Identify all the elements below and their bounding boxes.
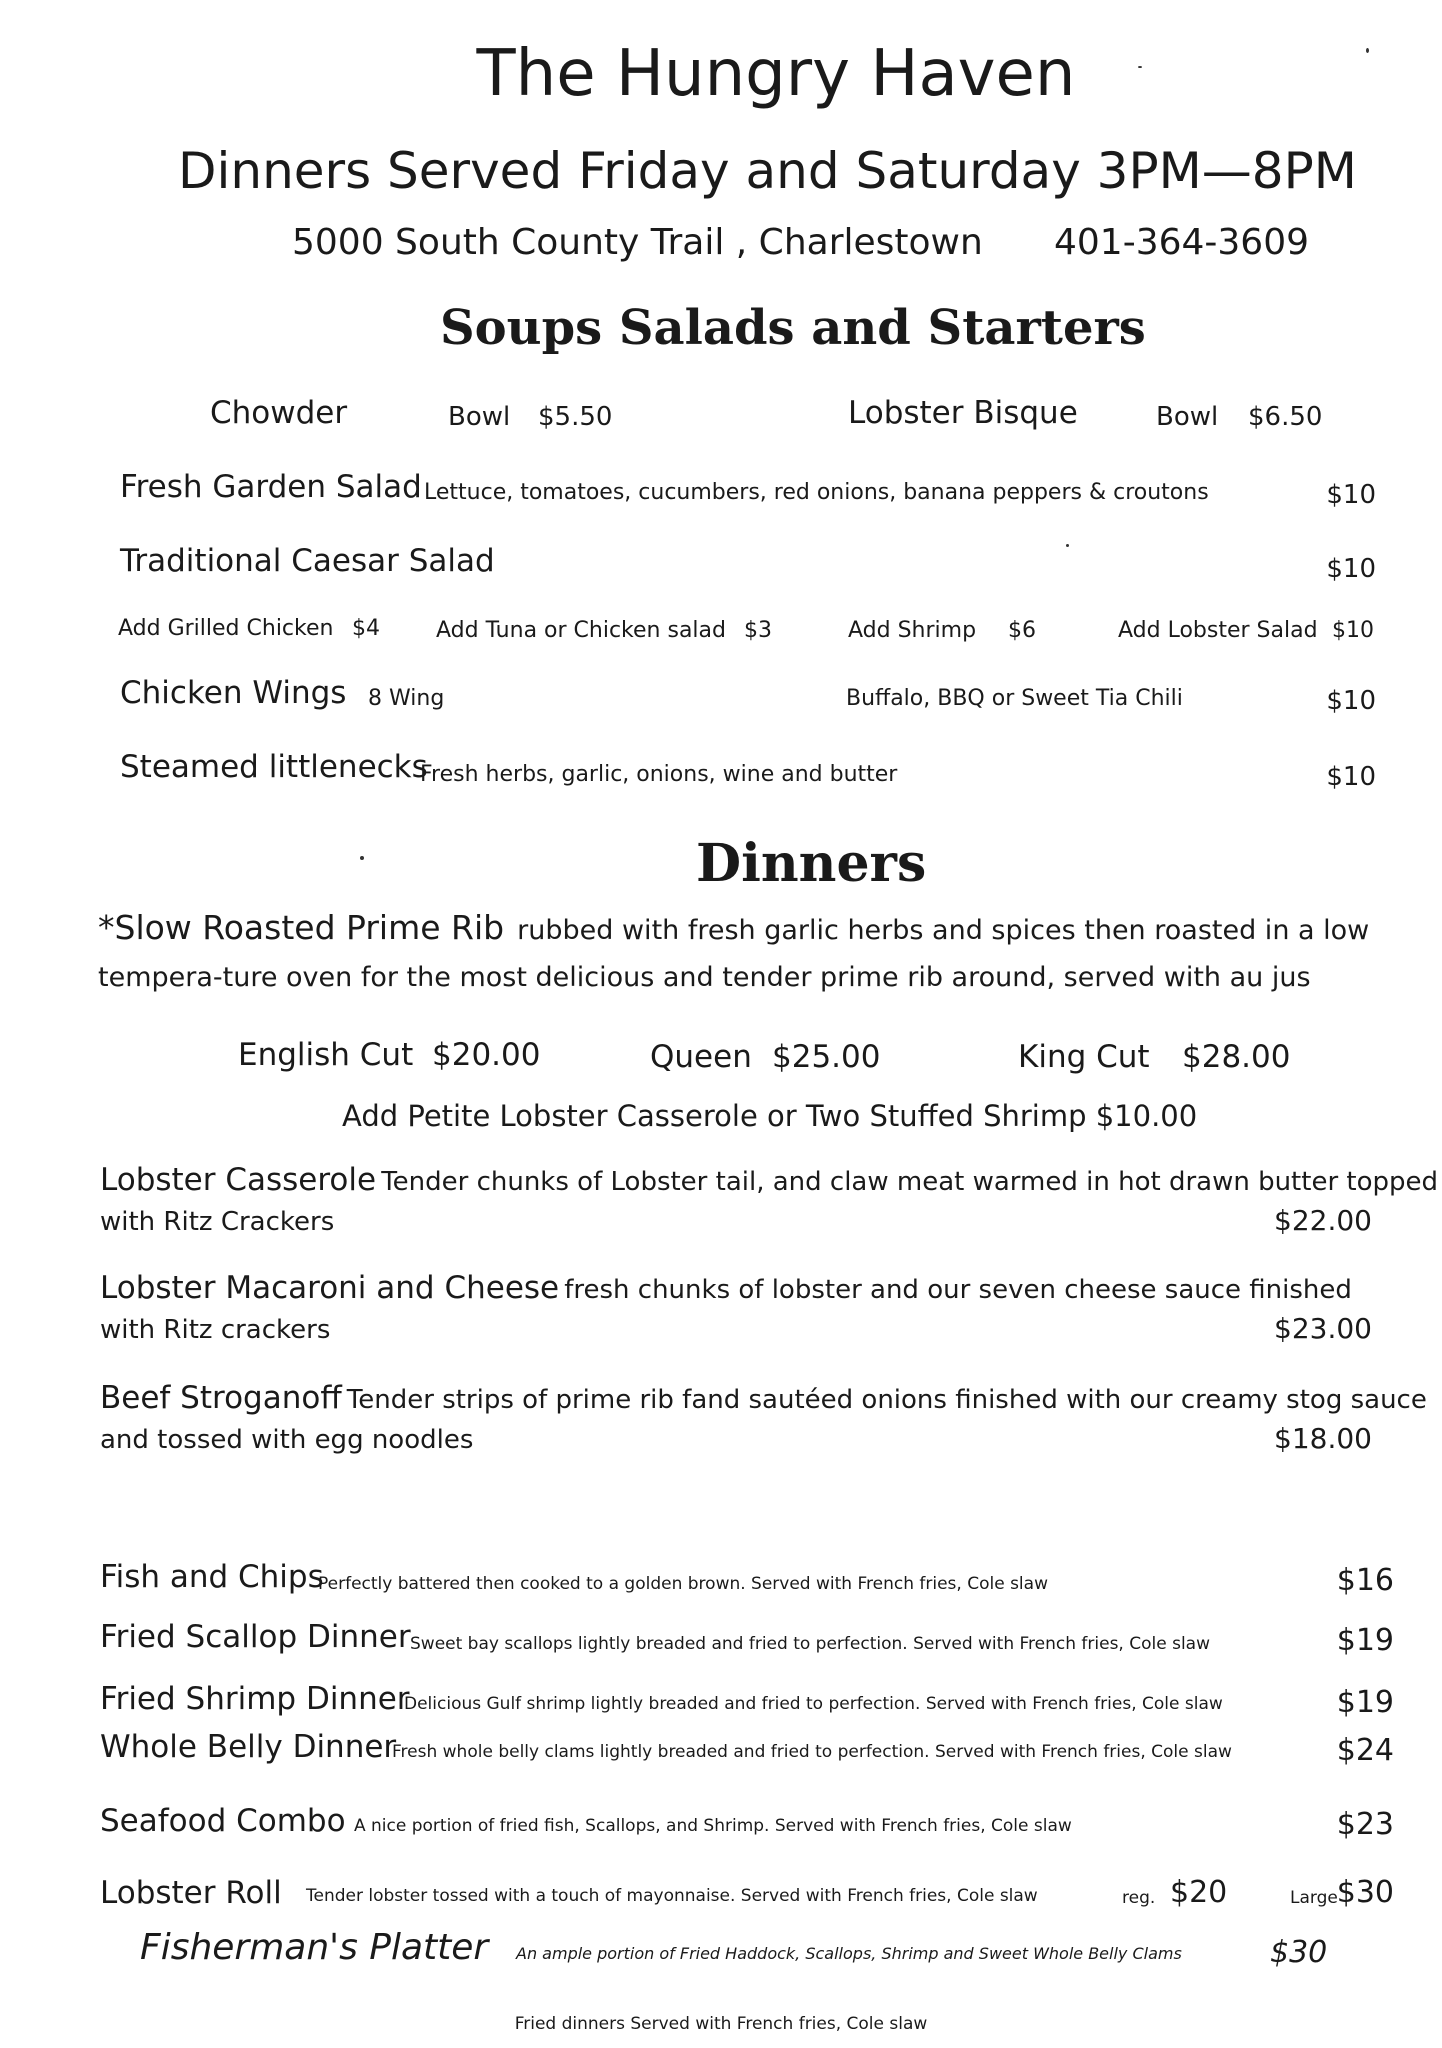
- fried-item-price: $16: [1336, 1563, 1394, 1598]
- cut-label: Queen: [650, 1039, 752, 1075]
- entree-name: Beef Stroganoff: [100, 1380, 342, 1416]
- platter-price: $30: [1270, 1935, 1328, 1970]
- wings-count: 8 Wing: [368, 686, 445, 711]
- entree-desc: Tender chunks of Lobster tail, and claw meat warmed in hot drawn butter topped: [381, 1167, 1439, 1197]
- fried-item-name: Fried Scallop Dinner: [100, 1619, 411, 1655]
- addon-label: Add Lobster Salad: [1118, 618, 1318, 643]
- starters-heading: Soups Salads and Starters: [440, 300, 1146, 356]
- prime-rib-desc: rubbed with fresh garlic herbs and spices then roasted in a low tempera-ture oven for the most delicious and tender prime rib around, served with au jus: [98, 915, 1370, 993]
- cut-price: $20.00: [432, 1037, 541, 1073]
- addon-price: $4: [352, 616, 380, 641]
- entree-desc-cont: with Ritz Crackers: [100, 1207, 335, 1237]
- lobster-roll-large-price: $30: [1336, 1875, 1394, 1910]
- entree-name: Lobster Casserole: [100, 1162, 377, 1198]
- entree-desc: Tender strips of prime rib fand sautéed onions finished with our creamy stog sauce: [346, 1385, 1427, 1415]
- entree-desc-cont: with Ritz crackers: [100, 1315, 331, 1345]
- prime-rib-addon: Add Petite Lobster Casserole or Two Stuffed Shrimp $10.00: [342, 1099, 1198, 1133]
- entree-name: Lobster Macaroni and Cheese: [100, 1270, 560, 1306]
- platter-name: Fisherman's Platter: [140, 1927, 489, 1968]
- fried-item-name: Whole Belly Dinner: [100, 1729, 397, 1765]
- garden-salad-desc: Lettuce, tomatoes, cucumbers, red onions, banana peppers & croutons: [424, 480, 1209, 505]
- fried-item-name: Fish and Chips: [100, 1559, 324, 1595]
- bisque-name: Lobster Bisque: [848, 395, 1078, 431]
- fried-item-price: $23: [1336, 1807, 1394, 1842]
- fried-item-desc: Perfectly battered then cooked to a golden brown. Served with French fries, Cole slaw: [318, 1574, 1048, 1594]
- addon-label: Add Grilled Chicken: [118, 616, 334, 641]
- entree-item: [100, 1380, 1427, 1455]
- fried-item-desc: Fresh whole belly clams lightly breaded and fried to perfection. Served with French fries, Cole slaw: [392, 1742, 1232, 1762]
- entree-price: $23.00: [1274, 1312, 1372, 1345]
- service-hours: Dinners Served Friday and Saturday 3PM—8PM: [178, 142, 1357, 200]
- entree-price: $22.00: [1274, 1204, 1372, 1237]
- entree-item: [100, 1162, 1439, 1237]
- lobster-roll-name: Lobster Roll: [100, 1875, 282, 1911]
- addon-label: Add Shrimp: [848, 618, 977, 643]
- caesar-salad-price: $10: [1326, 554, 1376, 584]
- fried-item-desc: Sweet bay scallops lightly breaded and fried to perfection. Served with French fries, Cole slaw: [410, 1634, 1210, 1654]
- phone-number: 401-364-3609: [1054, 222, 1310, 263]
- fried-item-price: $19: [1336, 1623, 1394, 1658]
- cut-label: English Cut: [238, 1037, 414, 1073]
- addon-label: Add Tuna or Chicken salad: [436, 618, 726, 643]
- footer-note: Fried dinners Served with French fries, Cole slaw: [514, 2014, 928, 2034]
- chowder-name: Chowder: [210, 395, 348, 431]
- entree-desc: fresh chunks of lobster and our seven cheese sauce finished: [564, 1275, 1352, 1305]
- platter-desc: An ample portion of Fried Haddock, Scallops, Shrimp and Sweet Whole Belly Clams: [516, 1944, 1182, 1963]
- garden-salad-name: Fresh Garden Salad: [120, 469, 422, 505]
- addon-price: $6: [1008, 618, 1036, 643]
- chowder-size: Bowl: [448, 402, 511, 432]
- entree-item: [100, 1270, 1410, 1345]
- wings-name: Chicken Wings: [120, 675, 347, 711]
- lobster-roll-reg-label: reg.: [1122, 1888, 1156, 1908]
- lobster-roll-desc: Tender lobster tossed with a touch of mayonnaise. Served with French fries, Cole slaw: [306, 1886, 1038, 1906]
- fried-item-desc: Delicious Gulf shrimp lightly breaded and fried to perfection. Served with French fries, Cole slaw: [404, 1694, 1223, 1714]
- fried-item-name: Fried Shrimp Dinner: [100, 1681, 410, 1717]
- littlenecks-price: $10: [1326, 762, 1376, 792]
- chowder-price: $5.50: [538, 402, 613, 432]
- address: 5000 South County Trail , Charlestown: [292, 222, 983, 263]
- scan-speck: [1366, 48, 1369, 53]
- restaurant-title: The Hungry Haven: [476, 37, 1076, 111]
- caesar-salad-name: Traditional Caesar Salad: [120, 543, 495, 579]
- prime-rib-name: *Slow Roasted Prime Rib: [98, 908, 505, 947]
- fried-item-desc: A nice portion of fried fish, Scallops, and Shrimp. Served with French fries, Cole slaw: [354, 1816, 1072, 1836]
- cut-label: King Cut: [1018, 1039, 1150, 1075]
- littlenecks-desc: Fresh herbs, garlic, onions, wine and butter: [420, 762, 898, 787]
- addon-price: $3: [744, 618, 772, 643]
- bisque-price: $6.50: [1248, 402, 1323, 432]
- prime-rib-item: [98, 906, 1416, 1003]
- bisque-size: Bowl: [1156, 402, 1219, 432]
- entree-desc-cont: and tossed with egg noodles: [100, 1425, 474, 1455]
- wings-price: $10: [1326, 686, 1376, 716]
- fried-item-price: $24: [1336, 1733, 1394, 1768]
- fried-item-price: $19: [1336, 1685, 1394, 1720]
- littlenecks-name: Steamed littlenecks: [120, 749, 428, 785]
- scan-speck: [1066, 544, 1069, 547]
- lobster-roll-large-label: Large: [1290, 1888, 1338, 1908]
- scan-speck: [1138, 66, 1142, 68]
- cut-price: $25.00: [772, 1039, 881, 1075]
- dinners-heading: Dinners: [696, 833, 927, 894]
- scan-speck: [360, 856, 364, 860]
- wings-sauces: Buffalo, BBQ or Sweet Tia Chili: [846, 686, 1183, 711]
- addon-price: $10: [1332, 618, 1374, 643]
- garden-salad-price: $10: [1326, 480, 1376, 510]
- fried-item-name: Seafood Combo: [100, 1803, 346, 1839]
- lobster-roll-reg-price: $20: [1170, 1875, 1228, 1910]
- entree-price: $18.00: [1274, 1422, 1372, 1455]
- cut-price: $28.00: [1182, 1039, 1291, 1075]
